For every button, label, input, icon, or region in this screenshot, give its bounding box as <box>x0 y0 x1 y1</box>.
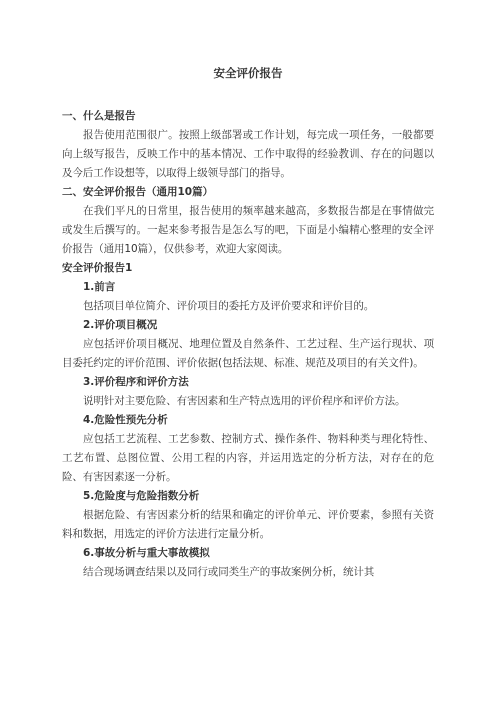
section-heading: 二、安全评价报告（通用10篇） <box>62 186 214 198</box>
document-title: 安全评价报告 <box>213 66 283 80</box>
item-heading-preface: 1.前言 <box>83 281 116 293</box>
section-safety-report <box>62 183 434 259</box>
item-text-risk-index: 根据危险、有害因素分析的结果和确定的评价单元、评价要素，参照有关资料和数据，用选定的评价方法进行定量分析。 <box>62 509 434 540</box>
item-heading-procedure: 3.评价程序和评价方法 <box>83 376 189 388</box>
report-heading: 安全评价报告1 <box>62 262 133 274</box>
item-text-hazard-analysis: 应包括工艺流程、工艺参数、控制方式、操作条件、物料种类与理化特性、工艺布置、总图位置、公用工程的内容，并运用选定的分析方法，对存在的危险、有害因素逐一分析。 <box>62 433 434 483</box>
section-paragraph: 报告使用范围很广。按照上级部署或工作计划，每完成一项任务，一般都要向上级写报告，反映工作中的基本情况、工作中取得的经验教训、存在的问题以及今后工作设想等，以取得上级领导部门的指导。 <box>62 129 434 179</box>
item-text-accident-simulation: 结合现场调查结果以及同行或同类生产的事故案例分析，统计其 <box>83 566 375 578</box>
report-1 <box>62 259 434 582</box>
section-what-is-report <box>62 107 434 183</box>
item-text-procedure: 说明针对主要危险、有害因素和生产特点选用的评价程序和评价方法。 <box>83 395 406 407</box>
section-paragraph: 在我们平凡的日常里，报告使用的频率越来越高，多数报告都是在事情做完或发生后撰写的。一起来参考报告是怎么写的吧，下面是小编精心整理的安全评价报告（通用10篇），仅供参考，欢迎大家阅读。 <box>62 205 434 255</box>
item-heading-accident-simulation: 6.事故分析与重大事故模拟 <box>83 547 210 559</box>
item-text-preface: 包括项目单位简介、评价项目的委托方及评价要求和评价目的。 <box>83 300 375 312</box>
item-heading-overview: 2.评价项目概况 <box>83 319 158 331</box>
item-heading-risk-index: 5.危险度与危险指数分析 <box>83 490 200 502</box>
section-heading: 一、什么是报告 <box>62 110 136 122</box>
item-heading-hazard-analysis: 4.危险性预先分析 <box>83 414 168 426</box>
item-text-overview: 应包括评价项目概况、地理位置及自然条件、工艺过程、生产运行现状、项目委托约定的评价范围、评价依据(包括法规、标准、规范及项目的有关文件)。 <box>62 338 434 369</box>
